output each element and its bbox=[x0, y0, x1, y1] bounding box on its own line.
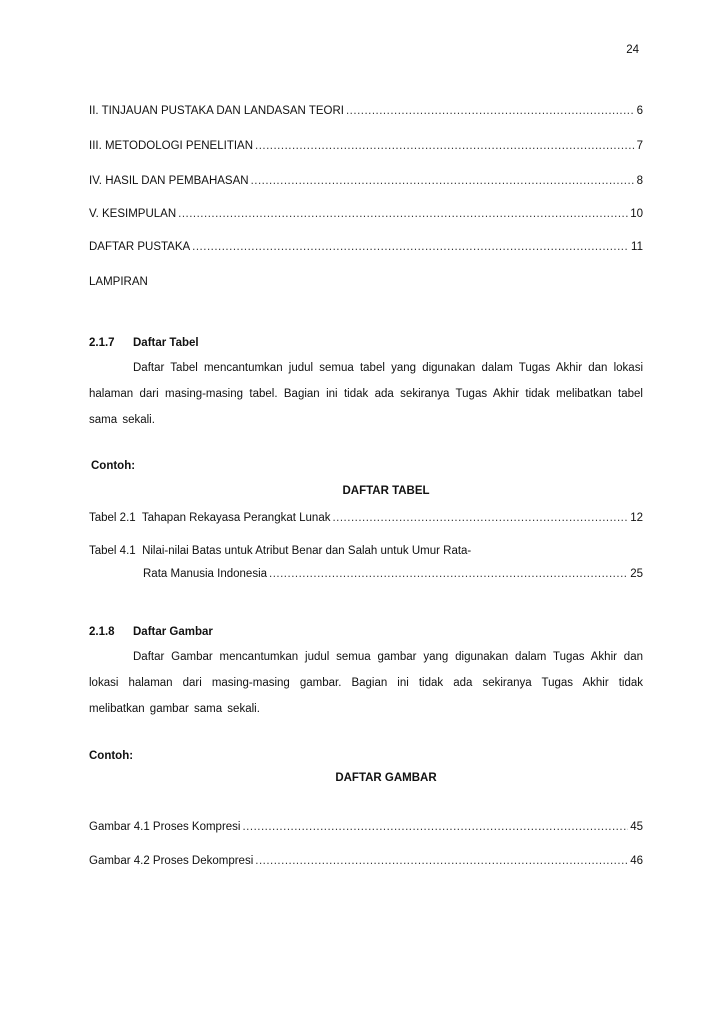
lampiran-label: LAMPIRAN bbox=[89, 276, 148, 288]
toc-entry bbox=[89, 208, 643, 220]
list-entry-label: Rata Manusia Indonesia bbox=[143, 568, 268, 580]
section-heading-gambar bbox=[89, 626, 213, 638]
toc-entry-page: 8 bbox=[636, 175, 643, 187]
section-number: 2.1.7 bbox=[89, 337, 115, 349]
section-paragraph-gambar bbox=[89, 644, 643, 722]
list-title-gambar: DAFTAR GAMBAR bbox=[335, 772, 437, 784]
section-title: Daftar Tabel bbox=[133, 337, 199, 349]
toc-entry-label: IV. HASIL DAN PEMBAHASAN bbox=[89, 175, 249, 187]
list-entry-page: 25 bbox=[630, 568, 643, 580]
list-entry-label: Gambar 4.1 Proses Kompresi bbox=[89, 821, 241, 833]
list-entry-label: Tabel 2.1 Tahapan Rekayasa Perangkat Lunak bbox=[89, 512, 331, 524]
paragraph-text: Daftar Tabel mencantumkan judul semua tabel yang digunakan dalam Tugas Akhir dan lokasi halaman dari masing-masing tabel. Bagian ini tidak ada sekiranya Tugas Akhir tidak melibatkan tabel sama sekali. bbox=[89, 362, 643, 426]
toc-entry bbox=[89, 105, 643, 117]
list-entry bbox=[143, 568, 643, 580]
toc-entry bbox=[89, 241, 643, 253]
dot-leader bbox=[242, 821, 628, 833]
list-title-tabel: DAFTAR TABEL bbox=[342, 485, 430, 497]
list-entry-label: Gambar 4.2 Proses Dekompresi bbox=[89, 855, 254, 867]
toc-entry-label: III. METODOLOGI PENELITIAN bbox=[89, 140, 254, 152]
toc-entry-page: 11 bbox=[631, 241, 643, 253]
section-paragraph-tabel bbox=[89, 355, 643, 433]
toc-entry-label: V. KESIMPULAN bbox=[89, 208, 177, 220]
dot-leader bbox=[251, 175, 635, 187]
section-number: 2.1.8 bbox=[89, 626, 115, 638]
section-title: Daftar Gambar bbox=[133, 626, 213, 638]
dot-leader bbox=[255, 855, 628, 867]
list-entry-page: 45 bbox=[630, 821, 643, 833]
list-entry bbox=[89, 855, 643, 867]
toc-entry-page: 7 bbox=[636, 140, 643, 152]
toc-entry-page: 10 bbox=[630, 208, 643, 220]
toc-entry-label: DAFTAR PUSTAKA bbox=[89, 241, 191, 253]
toc-entry-page: 6 bbox=[636, 105, 643, 117]
list-entry-line1: Tabel 4.1 Nilai-nilai Batas untuk Atribut Benar dan Salah untuk Umur Rata- bbox=[89, 545, 472, 557]
toc-entry-label: II. TINJAUAN PUSTAKA DAN LANDASAN TEORI bbox=[89, 105, 344, 117]
list-entry-page: 46 bbox=[630, 855, 643, 867]
dot-leader bbox=[269, 568, 628, 580]
example-label: Contoh: bbox=[89, 750, 134, 762]
dot-leader bbox=[346, 105, 635, 117]
dot-leader bbox=[178, 208, 628, 220]
list-entry bbox=[89, 512, 643, 524]
list-entry-page: 12 bbox=[630, 512, 643, 524]
paragraph-text: Daftar Gambar mencantumkan judul semua gambar yang digunakan dalam Tugas Akhir dan lokasi halaman dari masing-masing gambar. Bagian ini tidak ada sekiranya Tugas Akhir tidak melibatkan gambar sama sekali. bbox=[89, 651, 643, 715]
dot-leader bbox=[192, 241, 629, 253]
page-number: 24 bbox=[626, 44, 639, 56]
toc-entry bbox=[89, 175, 643, 187]
section-heading-tabel bbox=[89, 337, 199, 349]
toc-entry bbox=[89, 140, 643, 152]
dot-leader bbox=[255, 140, 635, 152]
dot-leader bbox=[332, 512, 628, 524]
list-entry bbox=[89, 821, 643, 833]
example-label: Contoh: bbox=[91, 460, 136, 472]
